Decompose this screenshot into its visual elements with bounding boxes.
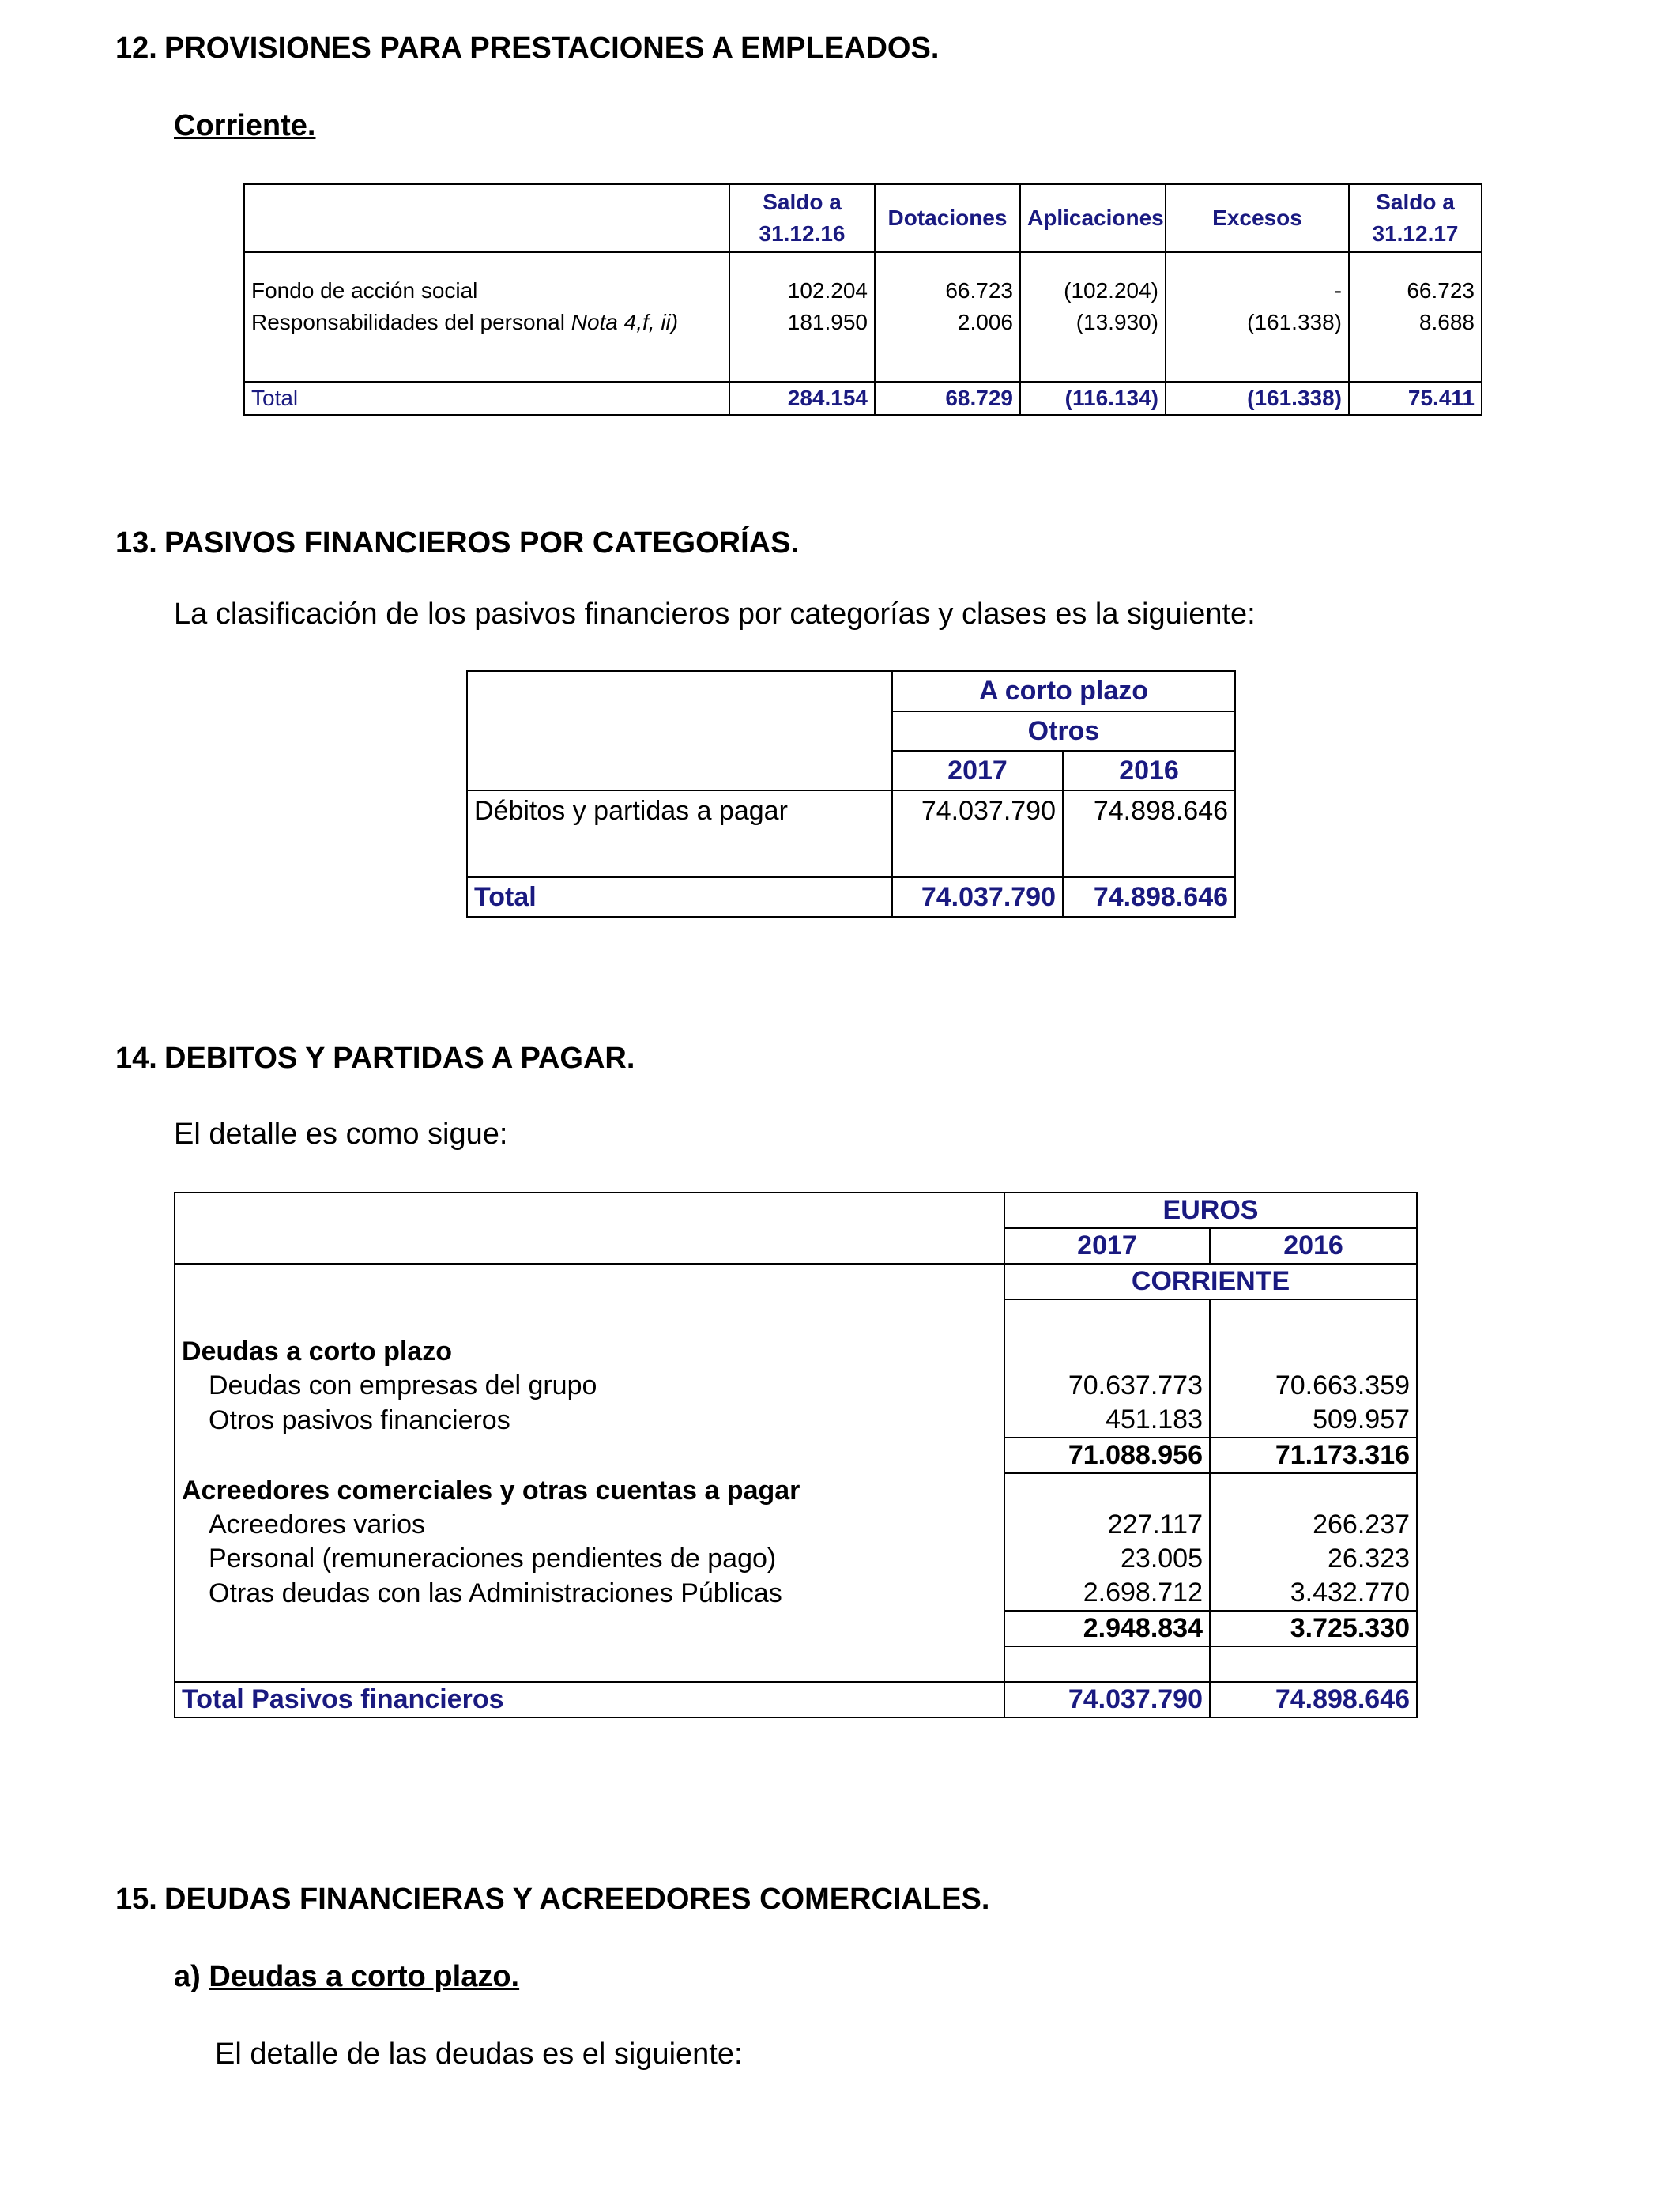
table-row (175, 1508, 1417, 1542)
cell-value: (102.204) (1020, 275, 1166, 307)
header-dotaciones: Dotaciones (875, 184, 1020, 252)
section-12-subheading: Corriente. (174, 109, 316, 142)
header-year-2017: 2017 (1004, 1228, 1210, 1264)
cell-value: 8.688 (1349, 307, 1482, 338)
header-blank (467, 711, 892, 751)
subtotal-value: 2.948.834 (1004, 1611, 1210, 1646)
cell-value: 181.950 (729, 307, 875, 338)
cell-value: 2.698.712 (1004, 1576, 1210, 1611)
sub-prefix: a) (174, 1960, 209, 1993)
subtotal-value: 3.725.330 (1210, 1611, 1417, 1646)
section-number: 15. (115, 1883, 157, 1916)
group-row (175, 1473, 1417, 1508)
cell-value: 227.117 (1004, 1508, 1210, 1542)
header-otros: Otros (892, 711, 1235, 751)
group-label: Acreedores comerciales y otras cuentas a pagar (175, 1473, 1004, 1508)
table-row (175, 1576, 1417, 1611)
section-13-heading (115, 526, 799, 560)
subtotal-value: 71.088.956 (1004, 1438, 1210, 1473)
table-row (244, 275, 1482, 307)
row-label: Fondo de acción social (244, 275, 729, 307)
header-blank (175, 1264, 1004, 1299)
row-label: Débitos y partidas a pagar (467, 790, 892, 839)
total-row (175, 1682, 1417, 1717)
payables-table (174, 1192, 1418, 1718)
cell-value: 509.957 (1210, 1403, 1417, 1438)
header-blank (175, 1193, 1004, 1228)
header-short-term: A corto plazo (892, 671, 1235, 711)
cell-value: 23.005 (1004, 1542, 1210, 1576)
header-blank (467, 671, 892, 711)
cell-value: 66.723 (1349, 275, 1482, 307)
row-label: Otros pasivos financieros (175, 1403, 1004, 1438)
row-label: Personal (remuneraciones pendientes de pago) (175, 1542, 1004, 1576)
table-row (244, 307, 1482, 338)
header-corriente: CORRIENTE (1004, 1264, 1417, 1299)
header-blank (175, 1228, 1004, 1264)
cell-value: - (1166, 275, 1349, 307)
total-value: 284.154 (729, 382, 875, 415)
section-number: 14. (115, 1042, 157, 1075)
financial-liabilities-table (466, 670, 1236, 918)
cell-value: (161.338) (1166, 307, 1349, 338)
row-label: Deudas con empresas del grupo (175, 1369, 1004, 1403)
cell-value: 70.663.359 (1210, 1369, 1417, 1403)
total-value: 74.898.646 (1210, 1682, 1417, 1717)
group-row (175, 1335, 1417, 1369)
cell-value: 74.037.790 (892, 790, 1063, 839)
section-number: 13. (115, 526, 157, 560)
header-blank (467, 751, 892, 790)
total-value: 74.037.790 (1004, 1682, 1210, 1717)
total-value: 74.898.646 (1063, 877, 1235, 917)
cell-value: 26.323 (1210, 1542, 1417, 1576)
header-excesos: Excesos (1166, 184, 1349, 252)
header-opening-balance: Saldo a 31.12.16 (729, 184, 875, 252)
section-title: PROVISIONES PARA PRESTACIONES A EMPLEADOS. (164, 32, 940, 65)
table-row (175, 1542, 1417, 1576)
section-14-text: El detalle es como sigue: (174, 1118, 508, 1151)
header-year-2016: 2016 (1063, 751, 1235, 790)
subtotal-row (175, 1438, 1417, 1473)
section-title: DEBITOS Y PARTIDAS A PAGAR. (164, 1042, 635, 1075)
header-year-2016: 2016 (1210, 1228, 1417, 1264)
total-label: Total Pasivos financieros (175, 1682, 1004, 1717)
table-row (175, 1403, 1417, 1438)
header-year-2017: 2017 (892, 751, 1063, 790)
sub-title: Deudas a corto plazo. (209, 1960, 520, 1993)
cell-value: 266.237 (1210, 1508, 1417, 1542)
header-euros: EUROS (1004, 1193, 1417, 1228)
section-title: PASIVOS FINANCIEROS POR CATEGORÍAS. (164, 526, 800, 560)
subtotal-value: 71.173.316 (1210, 1438, 1417, 1473)
total-row (244, 382, 1482, 415)
section-13-text: La clasificación de los pasivos financieros por categorías y clases es la siguiente: (174, 598, 1256, 631)
section-title: DEUDAS FINANCIERAS Y ACREEDORES COMERCIALES. (164, 1883, 990, 1916)
cell-value: 66.723 (875, 275, 1020, 307)
section-15-heading (115, 1883, 989, 1917)
total-value: (161.338) (1166, 382, 1349, 415)
row-label: Acreedores varios (175, 1508, 1004, 1542)
table-row (467, 790, 1235, 839)
cell-value: (13.930) (1020, 307, 1166, 338)
total-value: 75.411 (1349, 382, 1482, 415)
table-row (175, 1369, 1417, 1403)
cell-value: 74.898.646 (1063, 790, 1235, 839)
row-label: Otras deudas con las Administraciones Públicas (175, 1576, 1004, 1611)
cell-value: 70.637.773 (1004, 1369, 1210, 1403)
row-label: Responsabilidades del personal Nota 4,f, ii) (244, 307, 729, 338)
total-label: Total (467, 877, 892, 917)
header-aplicaciones: Aplicaciones (1020, 184, 1166, 252)
section-15-subheading (174, 1960, 519, 1994)
total-value: 68.729 (875, 382, 1020, 415)
section-15-text: El detalle de las deudas es el siguiente: (215, 2038, 743, 2071)
section-12-heading (115, 32, 939, 66)
total-value: 74.037.790 (892, 877, 1063, 917)
cell-value: 102.204 (729, 275, 875, 307)
header-blank (244, 184, 729, 252)
total-value: (116.134) (1020, 382, 1166, 415)
total-label: Total (244, 382, 729, 415)
subtotal-row (175, 1611, 1417, 1646)
total-row (467, 877, 1235, 917)
cell-value: 3.432.770 (1210, 1576, 1417, 1611)
section-number: 12. (115, 32, 157, 65)
group-label: Deudas a corto plazo (175, 1335, 1004, 1369)
section-14-heading (115, 1042, 635, 1076)
cell-value: 2.006 (875, 307, 1020, 338)
provisions-table (243, 183, 1482, 416)
cell-value: 451.183 (1004, 1403, 1210, 1438)
header-closing-balance: Saldo a 31.12.17 (1349, 184, 1482, 252)
